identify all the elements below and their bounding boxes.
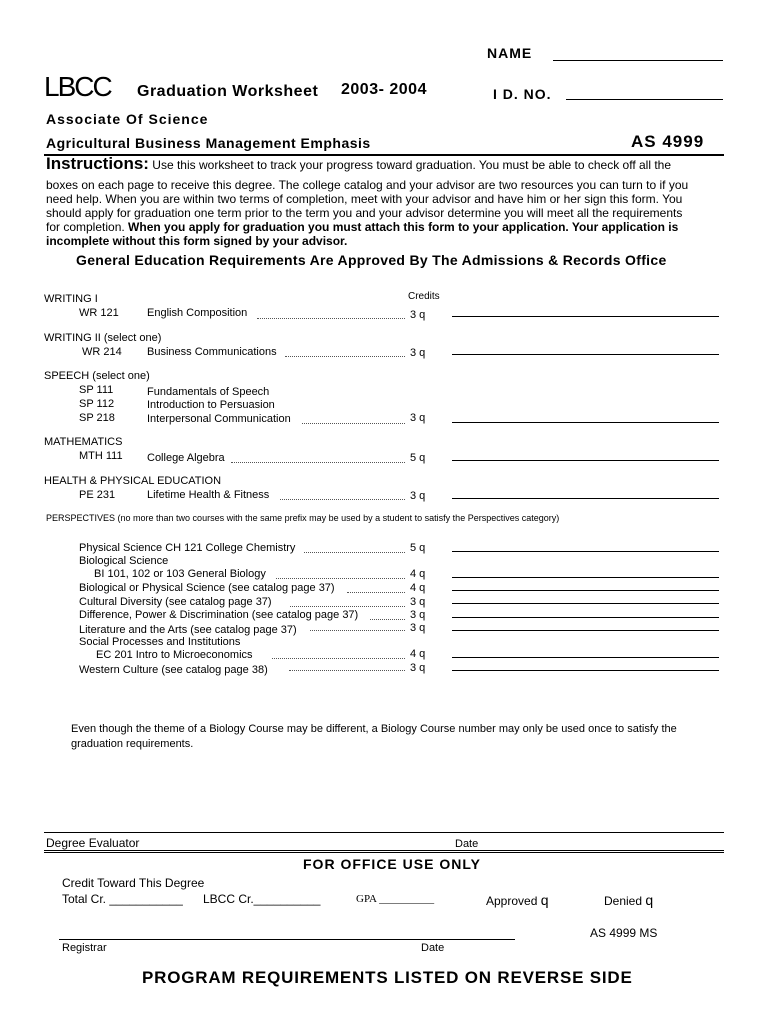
registrar-date-label: Date	[421, 942, 445, 954]
year: 2003- 2004	[341, 81, 427, 98]
writing1-credits: 3 q	[410, 309, 426, 321]
leader-dots	[280, 499, 405, 500]
instructions-line5-wrap	[46, 220, 678, 234]
writing2-course: Business Communications	[147, 346, 277, 358]
registrar-signature-line[interactable]	[59, 939, 515, 940]
instructions-block	[46, 154, 672, 173]
western-credits: 3 q	[410, 662, 426, 674]
leader-dots	[290, 606, 405, 607]
form-code: AS 4999 MS	[590, 926, 658, 940]
instructions-line1: Use this worksheet to track your progress toward graduation. You must be able to check off all the	[152, 158, 672, 172]
speech-course-2: Introduction to Persuasion	[147, 399, 275, 411]
instructions-line2: boxes on each page to receive this degree. The college catalog and your advisor are two resources you can turn to if you	[46, 178, 689, 192]
writing2-entry-line[interactable]	[452, 354, 719, 355]
health-code: PE 231	[79, 489, 116, 501]
math-code: MTH 111	[79, 450, 123, 462]
math-course: College Algebra	[147, 452, 225, 464]
math-credits: 5 q	[410, 452, 426, 464]
writing2-code: WR 214	[82, 346, 122, 358]
bio-course: BI 101, 102 or 103 General Biology	[94, 568, 266, 580]
speech-title: SPEECH (select one)	[44, 370, 150, 382]
credit-toward-label: Credit Toward This Degree	[62, 876, 205, 890]
instructions-line4: should apply for graduation one term prior to the term you and your advisor determine you will meet all the requirements	[46, 206, 683, 220]
writing1-entry-line[interactable]	[452, 316, 719, 317]
instructions-bold5: When you apply for graduation you must attach this form to your application. Your application is	[128, 220, 679, 234]
instructions-line5: for completion.	[46, 220, 125, 234]
program-code: AS 4999	[631, 132, 705, 151]
approved-label: Approved	[486, 894, 538, 908]
econ-course: EC 201 Intro to Microeconomics	[96, 649, 253, 661]
footer-note: PROGRAM REQUIREMENTS LISTED ON REVERSE SIDE	[142, 968, 633, 987]
lbcc-credits-field[interactable]: LBCC Cr.__________	[203, 892, 321, 906]
leader-dots	[304, 552, 405, 553]
math-title: MATHEMATICS	[44, 436, 123, 448]
denied-checkbox-icon[interactable]: q	[645, 892, 654, 908]
speech-code-3: SP 218	[79, 412, 115, 424]
id-field-line[interactable]	[566, 99, 723, 100]
health-credits: 3 q	[410, 490, 426, 502]
instructions-line3: need help. When you are within two terms of completion, meet with your advisor and have him or her sign this form. You	[46, 192, 683, 206]
phys-sci-course: Physical Science CH 121 College Chemistry	[79, 542, 296, 554]
leader-dots	[347, 592, 405, 593]
western-entry-line[interactable]	[452, 670, 719, 671]
denied-label: Denied	[604, 894, 643, 908]
speech-code-1: SP 111	[79, 384, 114, 396]
total-credits-field[interactable]: Total Cr. ___________	[62, 892, 183, 906]
leader-dots	[231, 462, 405, 463]
literature-course: Literature and the Arts (see catalog page 37)	[79, 624, 297, 636]
speech-code-2: SP 112	[79, 398, 115, 410]
math-entry-line[interactable]	[452, 460, 719, 461]
approved-checkbox-icon[interactable]: q	[540, 892, 549, 908]
bio-or-phys-credits: 4 q	[410, 582, 426, 594]
name-field-line[interactable]	[553, 60, 723, 61]
cultural-entry-line[interactable]	[452, 603, 719, 604]
registrar-label: Registrar	[62, 942, 107, 954]
gpa-field[interactable]: GPA __________	[356, 893, 435, 905]
denied-option[interactable]	[604, 892, 653, 908]
credits-header: Credits	[408, 291, 440, 302]
bio-sci-label: Biological Science	[79, 555, 169, 567]
speech-credits: 3 q	[410, 412, 426, 424]
phys-sci-entry-line[interactable]	[452, 551, 719, 552]
bio-course-entry-line[interactable]	[452, 577, 719, 578]
gen-ed-heading: General Education Requirements Are Approved By The Admissions & Records Office	[76, 252, 667, 268]
health-entry-line[interactable]	[452, 498, 719, 499]
biology-note-line1: Even though the theme of a Biology Course may be different, a Biology Course number may only be used once to satisfy the	[71, 723, 677, 735]
school-name: LBCC	[44, 71, 111, 102]
phys-sci-credits: 5 q	[410, 542, 426, 554]
office-use-heading: FOR OFFICE USE ONLY	[303, 856, 481, 872]
literature-entry-line[interactable]	[452, 630, 719, 631]
writing2-credits: 3 q	[410, 347, 426, 359]
office-section-rule	[44, 850, 724, 853]
perspectives-title: PERSPECTIVES (no more than two courses with the same prefix may be used by a student to satisfy the Perspectives category)	[46, 513, 560, 523]
id-label: I D. NO.	[493, 86, 552, 102]
western-course: Western Culture (see catalog page 38)	[79, 664, 268, 676]
difference-entry-line[interactable]	[452, 617, 719, 618]
cultural-credits: 3 q	[410, 596, 426, 608]
difference-credits: 3 q	[410, 609, 426, 621]
speech-course-3: Interpersonal Communication	[147, 413, 291, 425]
bio-or-phys-course: Biological or Physical Science (see catalog page 37)	[79, 582, 335, 594]
biology-note-line2: graduation requirements.	[71, 738, 194, 750]
health-title: HEALTH & PHYSICAL EDUCATION	[44, 475, 222, 487]
writing1-code: WR 121	[79, 307, 119, 319]
leader-dots	[370, 619, 405, 620]
health-course: Lifetime Health & Fitness	[147, 489, 270, 501]
instructions-heading: Instructions:	[46, 154, 149, 173]
writing1-title: WRITING I	[44, 293, 98, 305]
leader-dots	[289, 670, 405, 671]
approved-option[interactable]	[486, 892, 549, 908]
bio-or-phys-entry-line[interactable]	[452, 590, 719, 591]
leader-dots	[272, 658, 405, 659]
social-label: Social Processes and Institutions	[79, 636, 241, 648]
instructions-bold6: incomplete without this form signed by your advisor.	[46, 234, 348, 248]
bio-course-credits: 4 q	[410, 568, 426, 580]
evaluator-signature-line[interactable]	[44, 832, 724, 833]
writing2-title: WRITING II (select one)	[44, 332, 162, 344]
cultural-course: Cultural Diversity (see catalog page 37)	[79, 596, 272, 608]
writing1-course: English Composition	[147, 307, 248, 319]
difference-course: Difference, Power & Discrimination (see catalog page 37)	[79, 609, 359, 621]
degree-title: Associate Of Science	[46, 111, 209, 127]
econ-credits: 4 q	[410, 648, 426, 660]
econ-entry-line[interactable]	[452, 657, 719, 658]
evaluator-label: Degree Evaluator	[46, 836, 140, 850]
name-label: NAME	[487, 45, 533, 61]
speech-entry-line[interactable]	[452, 422, 719, 423]
evaluator-date-label: Date	[455, 838, 479, 850]
leader-dots	[257, 318, 405, 319]
leader-dots	[285, 356, 405, 357]
leader-dots	[302, 423, 405, 424]
emphasis-title: Agricultural Business Management Emphasis	[46, 135, 371, 151]
worksheet-title: Graduation Worksheet	[137, 83, 319, 100]
leader-dots	[310, 630, 405, 631]
speech-course-1: Fundamentals of Speech	[147, 386, 270, 398]
leader-dots	[276, 578, 405, 579]
literature-credits: 3 q	[410, 622, 426, 634]
